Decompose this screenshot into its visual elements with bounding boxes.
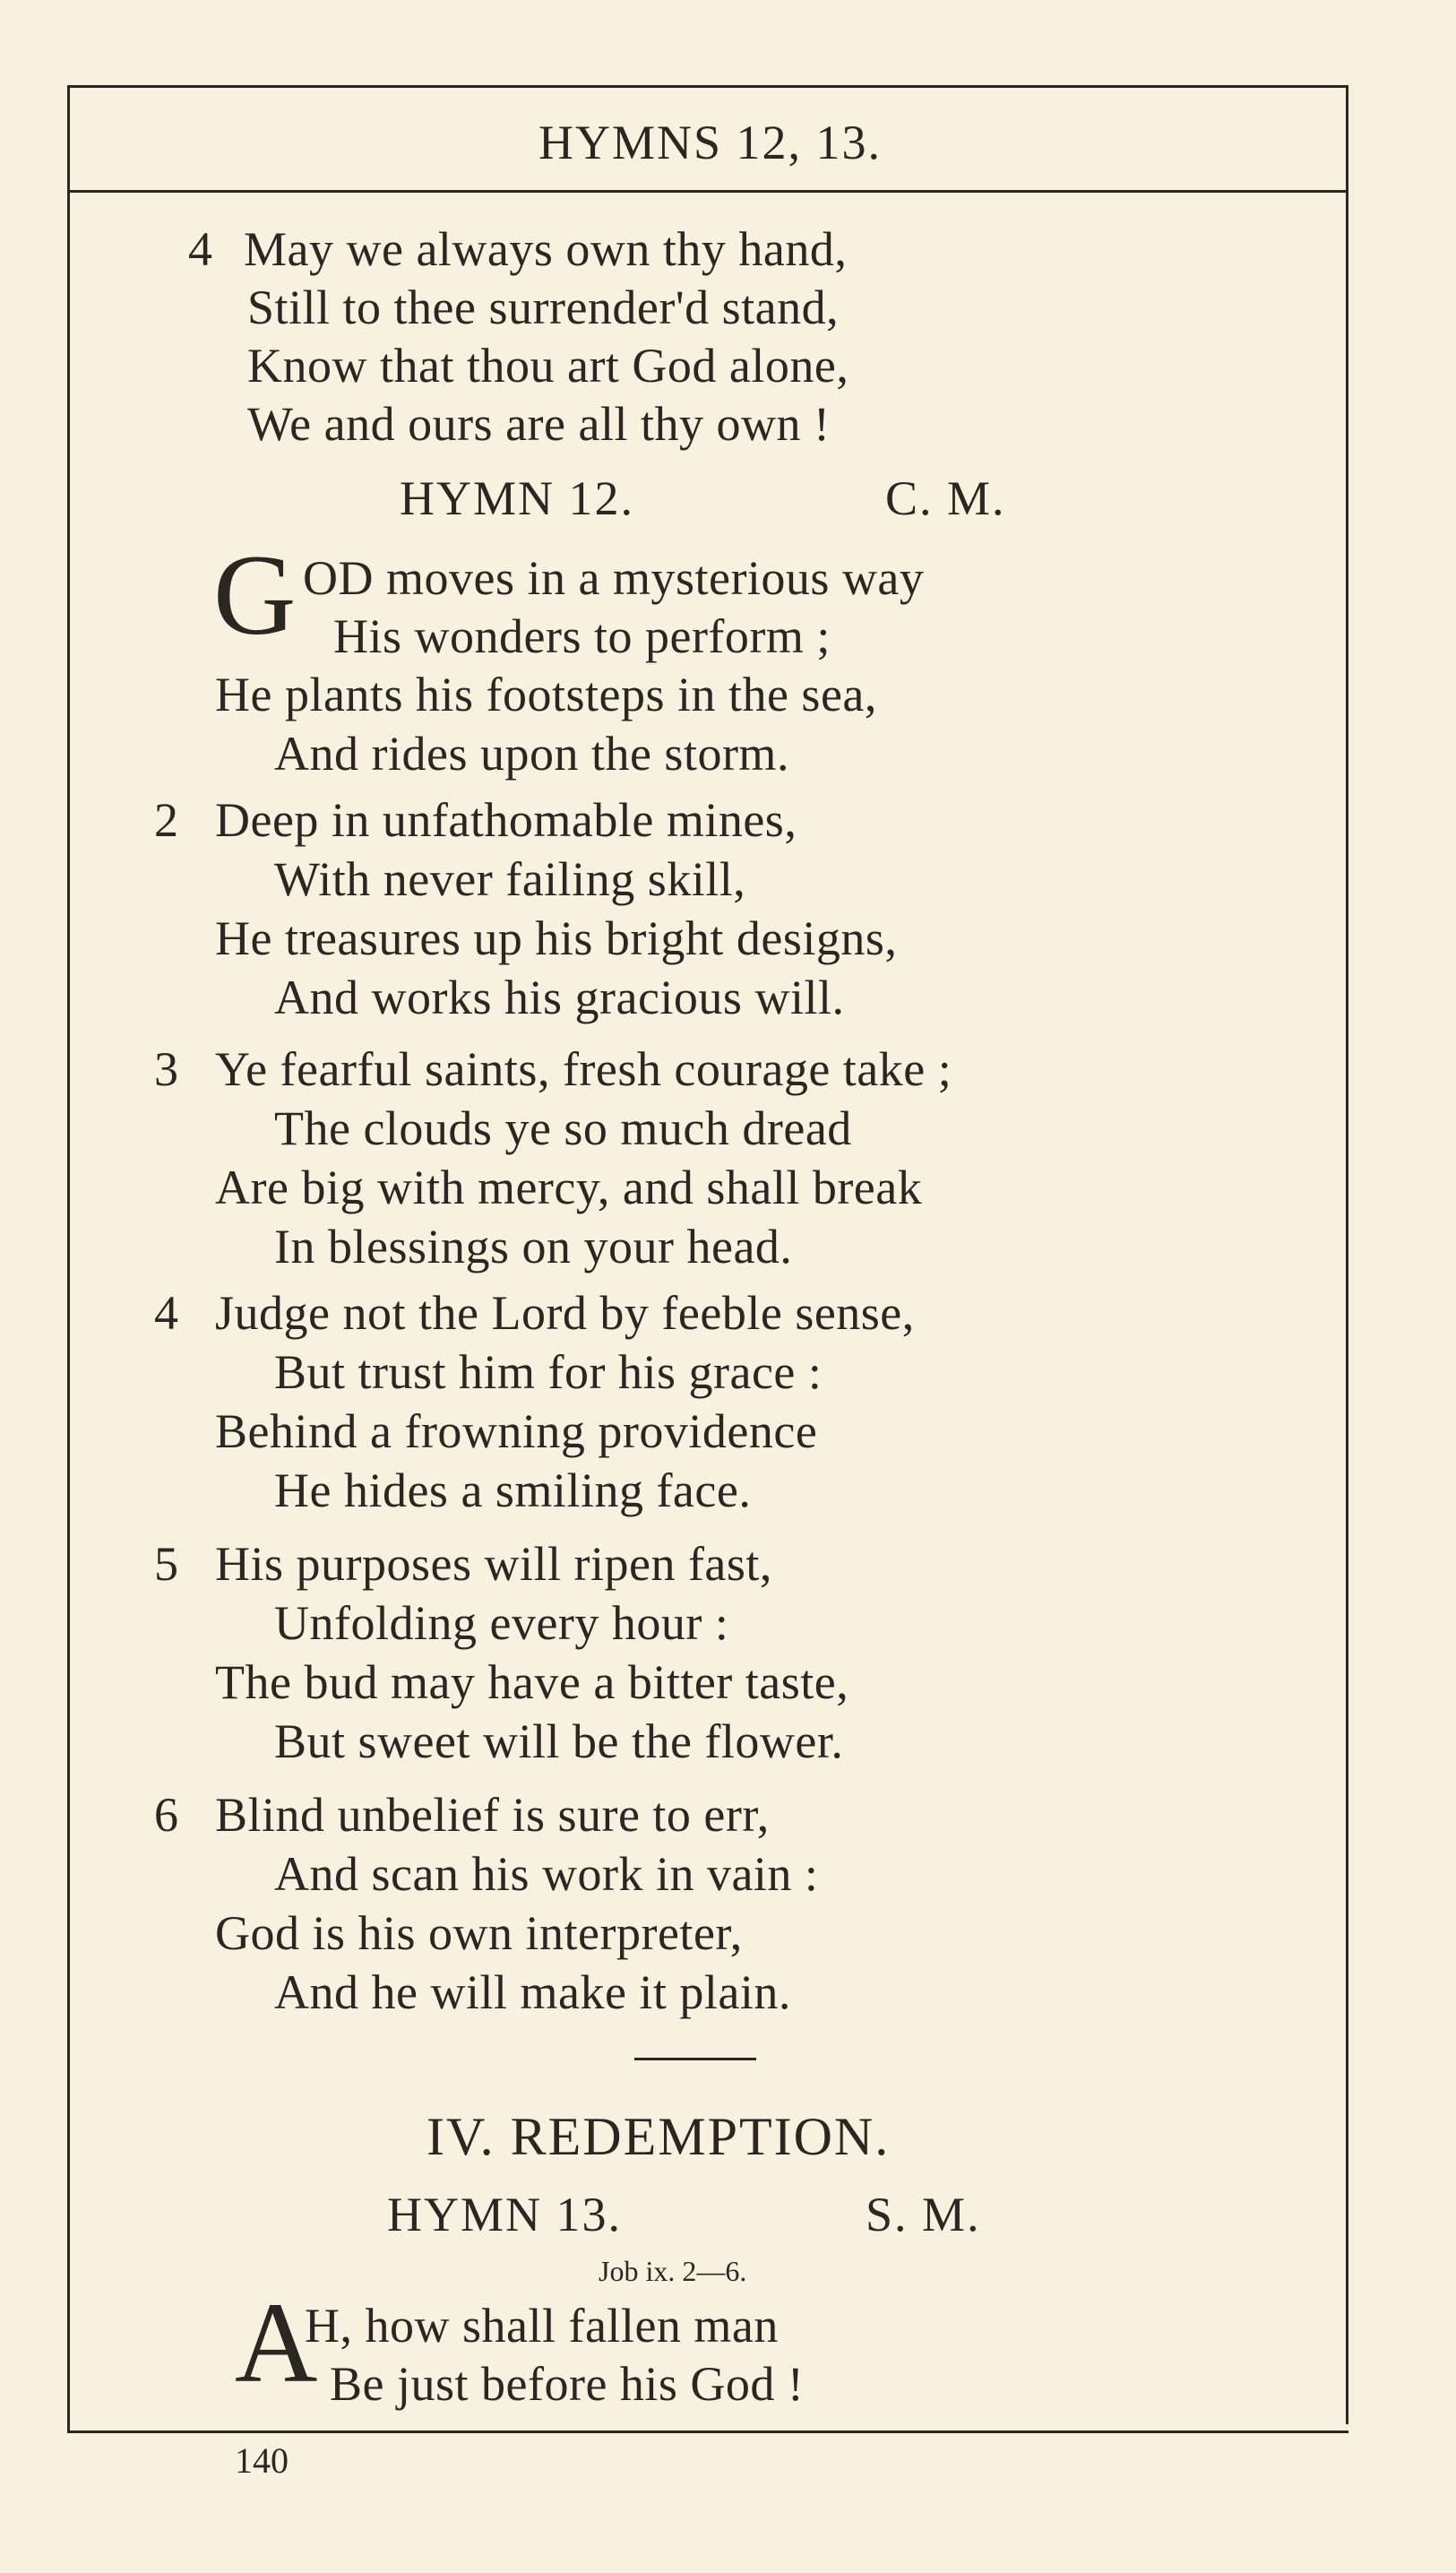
verse-line: Judge not the Lord by feeble sense,	[215, 1286, 915, 1340]
verse-line: He hides a smiling face.	[274, 1464, 752, 1517]
verse-line: Deep in unfathomable mines,	[215, 793, 797, 847]
hymn-13-meter: S. M.	[866, 2188, 981, 2241]
section-divider	[634, 2058, 756, 2060]
stanza-number: 4	[154, 1286, 178, 1340]
verse-line: Unfolding every hour :	[274, 1596, 729, 1650]
verse-line: Blind unbelief is sure to err,	[215, 1788, 770, 1842]
verse-line: Ye fearful saints, fresh courage take ;	[215, 1042, 952, 1096]
verse-line: H, how shall fallen man	[305, 2299, 779, 2353]
verse-line: And he will make it plain.	[274, 1965, 791, 2019]
section-title: IV. REDEMPTION.	[426, 2107, 891, 2166]
verse-line: Are big with mercy, and shall break	[215, 1161, 923, 1214]
stanza-number: 5	[154, 1537, 178, 1591]
drop-cap: G	[213, 531, 297, 659]
verse-line: His purposes will ripen fast,	[215, 1537, 772, 1591]
hymn-13-title: HYMN 13.	[387, 2188, 623, 2241]
verse-line: But sweet will be the flower.	[274, 1714, 844, 1768]
left-border	[67, 85, 70, 2433]
verse-line: The clouds ye so much dread	[274, 1101, 852, 1155]
verse-line: God is his own interpreter,	[215, 1906, 743, 1960]
verse-line: He plants his footsteps in the sea,	[215, 668, 877, 721]
scripture-reference: Job ix. 2—6.	[599, 2255, 747, 2287]
verse-line: In blessings on your head.	[274, 1220, 793, 1274]
verse-line: With never failing skill,	[274, 852, 746, 906]
verse-line: His wonders to perform ;	[333, 609, 831, 663]
page-header-title: HYMNS 12, 13.	[538, 116, 883, 169]
verse-line: And scan his work in vain :	[274, 1847, 819, 1901]
hymn-12-title: HYMN 12.	[400, 471, 635, 525]
verse-line: Know that thou art God alone,	[247, 339, 849, 393]
stanza-number: 2	[154, 793, 178, 847]
verse-line: And rides upon the storm.	[274, 727, 789, 781]
verse-line: And works his gracious will.	[274, 971, 845, 1024]
stanza-number: 3	[154, 1042, 178, 1096]
verse-line: He treasures up his bright designs,	[215, 911, 898, 965]
verse-line: May we always own thy hand,	[244, 222, 848, 276]
bottom-border	[67, 2431, 1348, 2433]
hymn-12-meter: C. M.	[885, 471, 1006, 525]
header-divider	[67, 190, 1348, 193]
right-border	[1346, 85, 1348, 2424]
page-number: 140	[235, 2440, 289, 2481]
verse-line: Behind a frowning providence	[215, 1404, 818, 1458]
verse-line: We and ours are all thy own !	[247, 397, 831, 451]
verse-line: The bud may have a bitter taste,	[215, 1655, 849, 1709]
verse-line: OD moves in a mysterious way	[303, 551, 925, 605]
stanza-number: 4	[188, 222, 212, 276]
verse-line: Be just before his God !	[330, 2357, 805, 2411]
top-border	[67, 85, 1348, 88]
verse-line: But trust him for his grace :	[274, 1345, 823, 1399]
stanza-number: 6	[154, 1788, 178, 1842]
verse-line: Still to thee surrender'd stand,	[247, 281, 840, 334]
drop-cap: A	[235, 2279, 318, 2406]
